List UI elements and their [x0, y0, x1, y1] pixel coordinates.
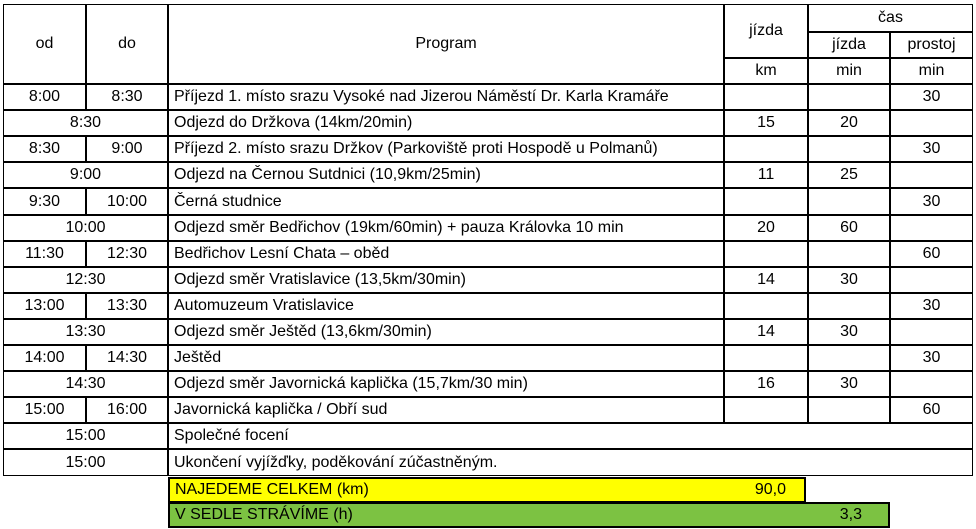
row-program: Bedřichov Lesní Chata – oběd — [168, 241, 724, 267]
row-prostoj-min: 30 — [890, 84, 973, 110]
row-prostoj-min — [890, 319, 973, 345]
header-cas-jizda: jízda — [808, 32, 890, 58]
row-km — [724, 241, 808, 267]
row-od: 9:30 — [3, 188, 86, 215]
total-km-value: 90,0 — [754, 481, 786, 498]
row-time: 13:30 — [3, 319, 168, 345]
row-program: Odjezd směr Javornická kaplička (15,7km/30 min) — [168, 371, 724, 397]
row-program: Javornická kaplička / Obří sud — [168, 397, 724, 423]
row-time: 12:30 — [3, 267, 168, 293]
row-time: 14:30 — [3, 371, 168, 397]
row-jizda-min: 30 — [808, 267, 890, 293]
row-km — [724, 345, 808, 371]
row-jizda-min — [808, 397, 890, 423]
row-jizda-min — [808, 136, 890, 162]
row-prostoj-min — [890, 371, 973, 397]
row-prostoj-min: 30 — [890, 188, 973, 215]
row-program: Příjezd 1. místo srazu Vysoké nad Jizerou Náměstí Dr. Karla Kramáře — [168, 84, 724, 110]
row-km — [724, 136, 808, 162]
row-km: 14 — [724, 319, 808, 345]
row-program: Společné focení — [168, 423, 973, 449]
row-od: 11:30 — [3, 241, 86, 267]
row-jizda-min: 30 — [808, 319, 890, 345]
row-time: 9:00 — [3, 162, 168, 188]
row-program: Odjezd směr Bedřichov (19km/60min) + pauza Královka 10 min — [168, 215, 724, 241]
header-cas: čas — [808, 4, 973, 32]
row-km — [724, 84, 808, 110]
row-program: Černá studnice — [168, 188, 724, 215]
row-program: Odjezd na Černou Sutdnici (10,9km/25min) — [168, 162, 724, 188]
row-od: 14:00 — [3, 345, 86, 371]
row-program: Odjezd směr Ještěd (13,6km/30min) — [168, 319, 724, 345]
row-km: 14 — [724, 267, 808, 293]
row-program: Ukončení vyjížďky, poděkování zúčastněným. — [168, 449, 973, 476]
header-cas-prostoj: prostoj — [890, 32, 973, 58]
header-do: do — [86, 4, 168, 84]
row-km — [724, 293, 808, 319]
row-program: Příjezd 2. místo srazu Držkov (Parkoviště proti Hospodě u Polmanů) — [168, 136, 724, 162]
row-program: Ještěd — [168, 345, 724, 371]
row-program: Odjezd do Držkova (14km/20min) — [168, 110, 724, 136]
row-od: 15:00 — [3, 397, 86, 423]
row-do: 16:00 — [86, 397, 168, 423]
row-od: 8:30 — [3, 136, 86, 162]
header-unit-min-prostoj: min — [890, 58, 973, 84]
row-time: 10:00 — [3, 215, 168, 241]
row-km: 16 — [724, 371, 808, 397]
row-od: 8:00 — [3, 84, 86, 110]
header-od: od — [3, 4, 86, 84]
row-prostoj-min: 30 — [890, 136, 973, 162]
row-jizda-min: 20 — [808, 110, 890, 136]
total-hours-label: V SEDLE STRÁVÍME (h) — [168, 502, 890, 528]
header-unit-min-jizda: min — [808, 58, 890, 84]
row-prostoj-min: 30 — [890, 345, 973, 371]
row-do: 13:30 — [86, 293, 168, 319]
header-unit-km: km — [724, 58, 808, 84]
row-prostoj-min — [890, 110, 973, 136]
row-km: 20 — [724, 215, 808, 241]
row-od: 13:00 — [3, 293, 86, 319]
row-do: 9:00 — [86, 136, 168, 162]
total-km-label: NAJEDEME CELKEM (km) — [168, 477, 806, 503]
row-do: 14:30 — [86, 345, 168, 371]
header-jizda: jízda — [724, 4, 808, 58]
row-prostoj-min — [890, 215, 973, 241]
row-jizda-min: 60 — [808, 215, 890, 241]
row-jizda-min — [808, 241, 890, 267]
row-jizda-min — [808, 293, 890, 319]
row-jizda-min — [808, 188, 890, 215]
row-time: 8:30 — [3, 110, 168, 136]
row-prostoj-min: 60 — [890, 241, 973, 267]
row-km: 11 — [724, 162, 808, 188]
row-prostoj-min — [890, 267, 973, 293]
row-km: 15 — [724, 110, 808, 136]
row-jizda-min: 25 — [808, 162, 890, 188]
row-time: 15:00 — [3, 449, 168, 476]
row-jizda-min — [808, 345, 890, 371]
row-prostoj-min: 30 — [890, 293, 973, 319]
row-program: Automuzeum Vratislavice — [168, 293, 724, 319]
row-km — [724, 397, 808, 423]
row-do: 8:30 — [86, 84, 168, 110]
row-jizda-min: 30 — [808, 371, 890, 397]
total-hours-value: 3,3 — [839, 506, 862, 523]
row-program: Odjezd směr Vratislavice (13,5km/30min) — [168, 267, 724, 293]
row-do: 12:30 — [86, 241, 168, 267]
row-time: 15:00 — [3, 423, 168, 449]
row-prostoj-min — [890, 162, 973, 188]
row-prostoj-min: 60 — [890, 397, 973, 423]
row-km — [724, 188, 808, 215]
header-program: Program — [168, 4, 724, 84]
row-jizda-min — [808, 84, 890, 110]
row-do: 10:00 — [86, 188, 168, 215]
